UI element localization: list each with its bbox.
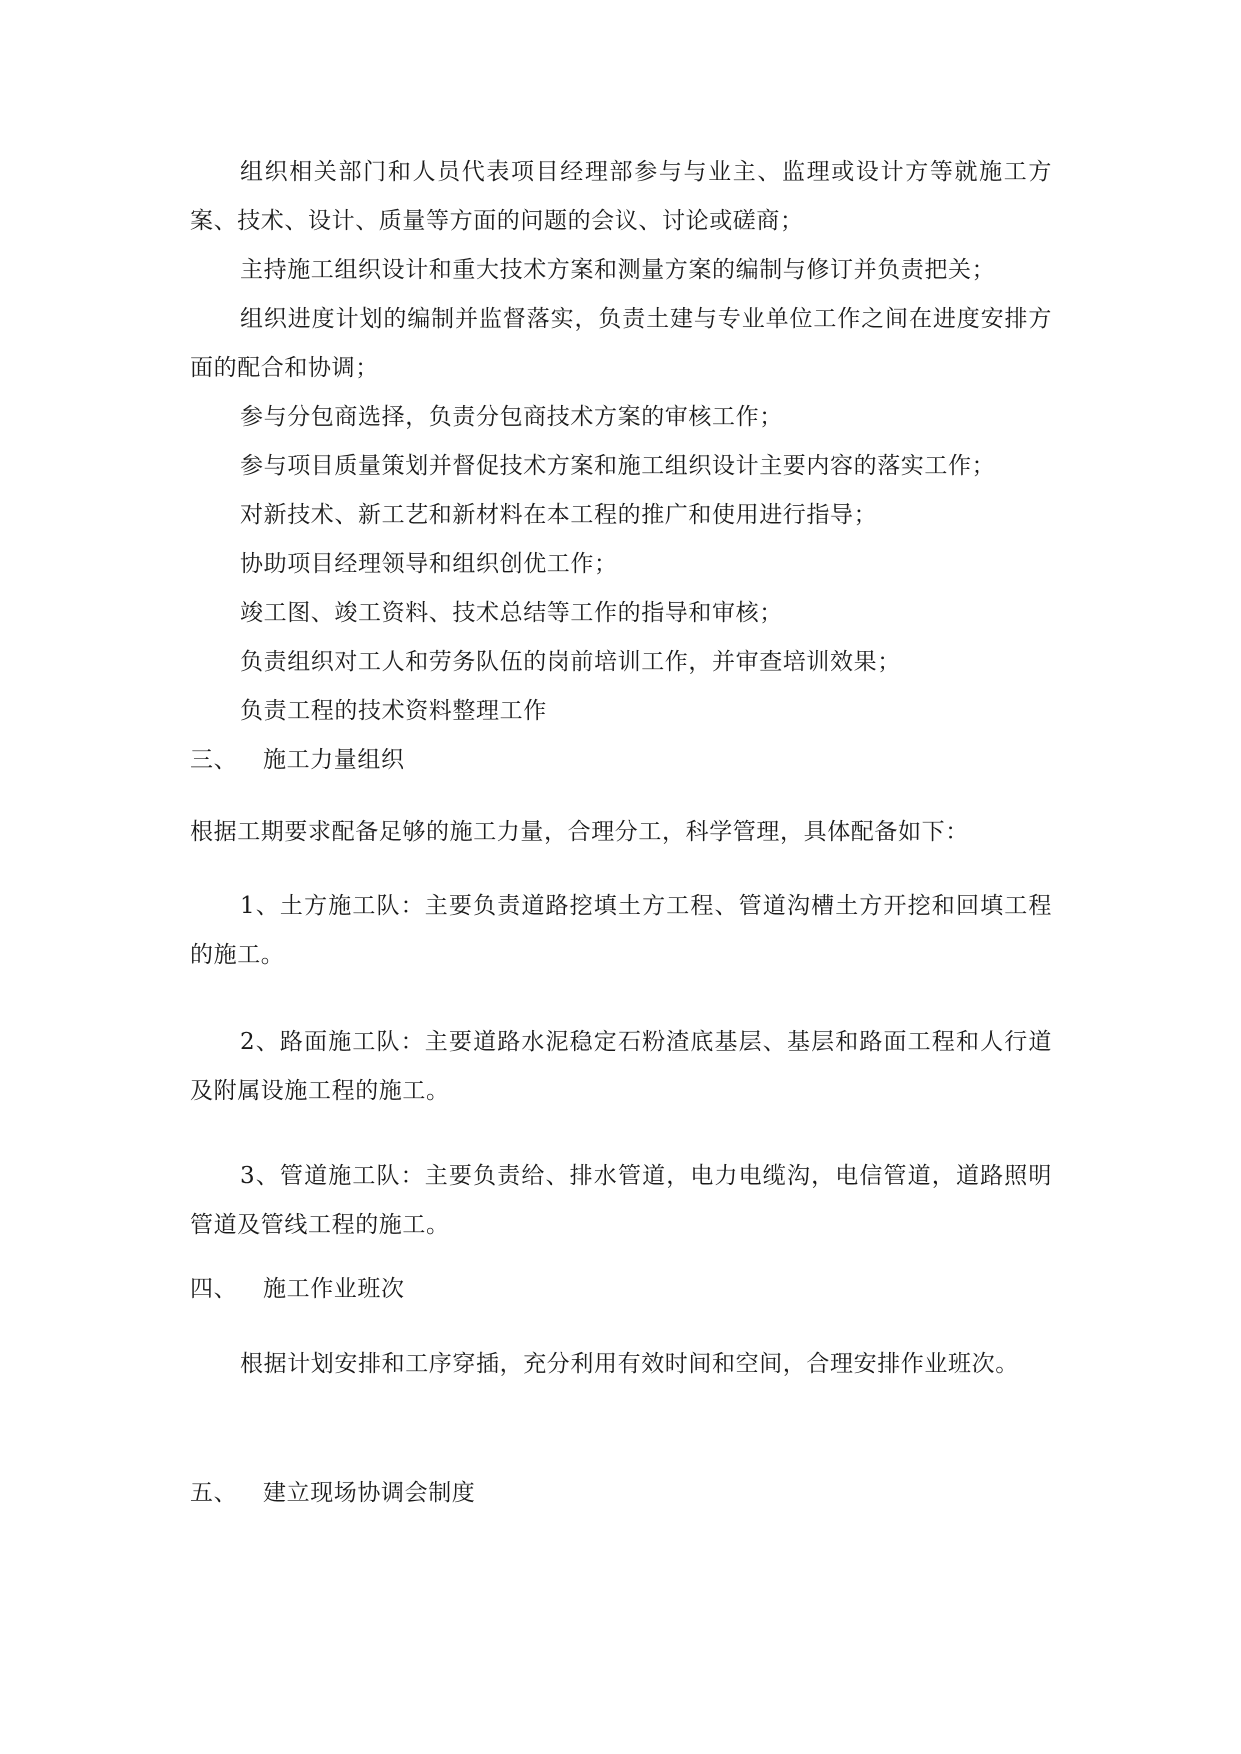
section-heading-4 xyxy=(190,1265,405,1314)
team-paragraph: 2、路面施工队：主要道路水泥稳定石粉渣底基层、基层和路面工程和人行道及附属设施工程的施工。 xyxy=(190,1029,1052,1104)
section-number: 三、 xyxy=(190,747,238,773)
duty-paragraph: 主持施工组织设计和重大技术方案和测量方案的编制与修订并负责把关； xyxy=(240,257,996,283)
duty-paragraph: 协助项目经理领导和组织创优工作； xyxy=(240,551,618,577)
team-paragraph: 3、管道施工队：主要负责给、排水管道，电力电缆沟，电信管道，道路照明管道及管线工程的施工。 xyxy=(190,1163,1052,1238)
section-title: 施工力量组织 xyxy=(263,747,405,773)
section-heading-5 xyxy=(190,1469,475,1518)
duty-paragraph: 参与分包商选择，负责分包商技术方案的审核工作； xyxy=(240,404,783,430)
section-title: 建立现场协调会制度 xyxy=(263,1480,476,1506)
duty-paragraph: 负责组织对工人和劳务队伍的岗前培训工作，并审查培训效果； xyxy=(240,649,901,675)
section-body: 根据计划安排和工序穿插，充分利用有效时间和空间，合理安排作业班次。 xyxy=(240,1351,1019,1377)
duty-paragraph: 对新技术、新工艺和新材料在本工程的推广和使用进行指导； xyxy=(240,502,878,528)
duty-paragraph: 组织相关部门和人员代表项目经理部参与与业主、监理或设计方等就施工方案、技术、设计、质量等方面的问题的会议、讨论或磋商； xyxy=(190,159,1052,234)
duty-paragraph: 组织进度计划的编制并监督落实，负责土建与专业单位工作之间在进度安排方面的配合和协调； xyxy=(190,306,1052,381)
section-heading-3 xyxy=(190,736,405,785)
duty-paragraph: 参与项目质量策划并督促技术方案和施工组织设计主要内容的落实工作； xyxy=(240,453,996,479)
section-title: 施工作业班次 xyxy=(263,1276,405,1302)
duty-paragraph: 负责工程的技术资料整理工作 xyxy=(240,698,547,724)
section-number: 五、 xyxy=(190,1480,238,1506)
team-paragraph: 1、土方施工队：主要负责道路挖填土方工程、管道沟槽土方开挖和回填工程的施工。 xyxy=(190,893,1052,968)
section-number: 四、 xyxy=(190,1276,238,1302)
duty-paragraph: 竣工图、竣工资料、技术总结等工作的指导和审核； xyxy=(240,600,783,626)
section-intro: 根据工期要求配备足够的施工力量，合理分工，科学管理，具体配备如下： xyxy=(190,819,969,845)
